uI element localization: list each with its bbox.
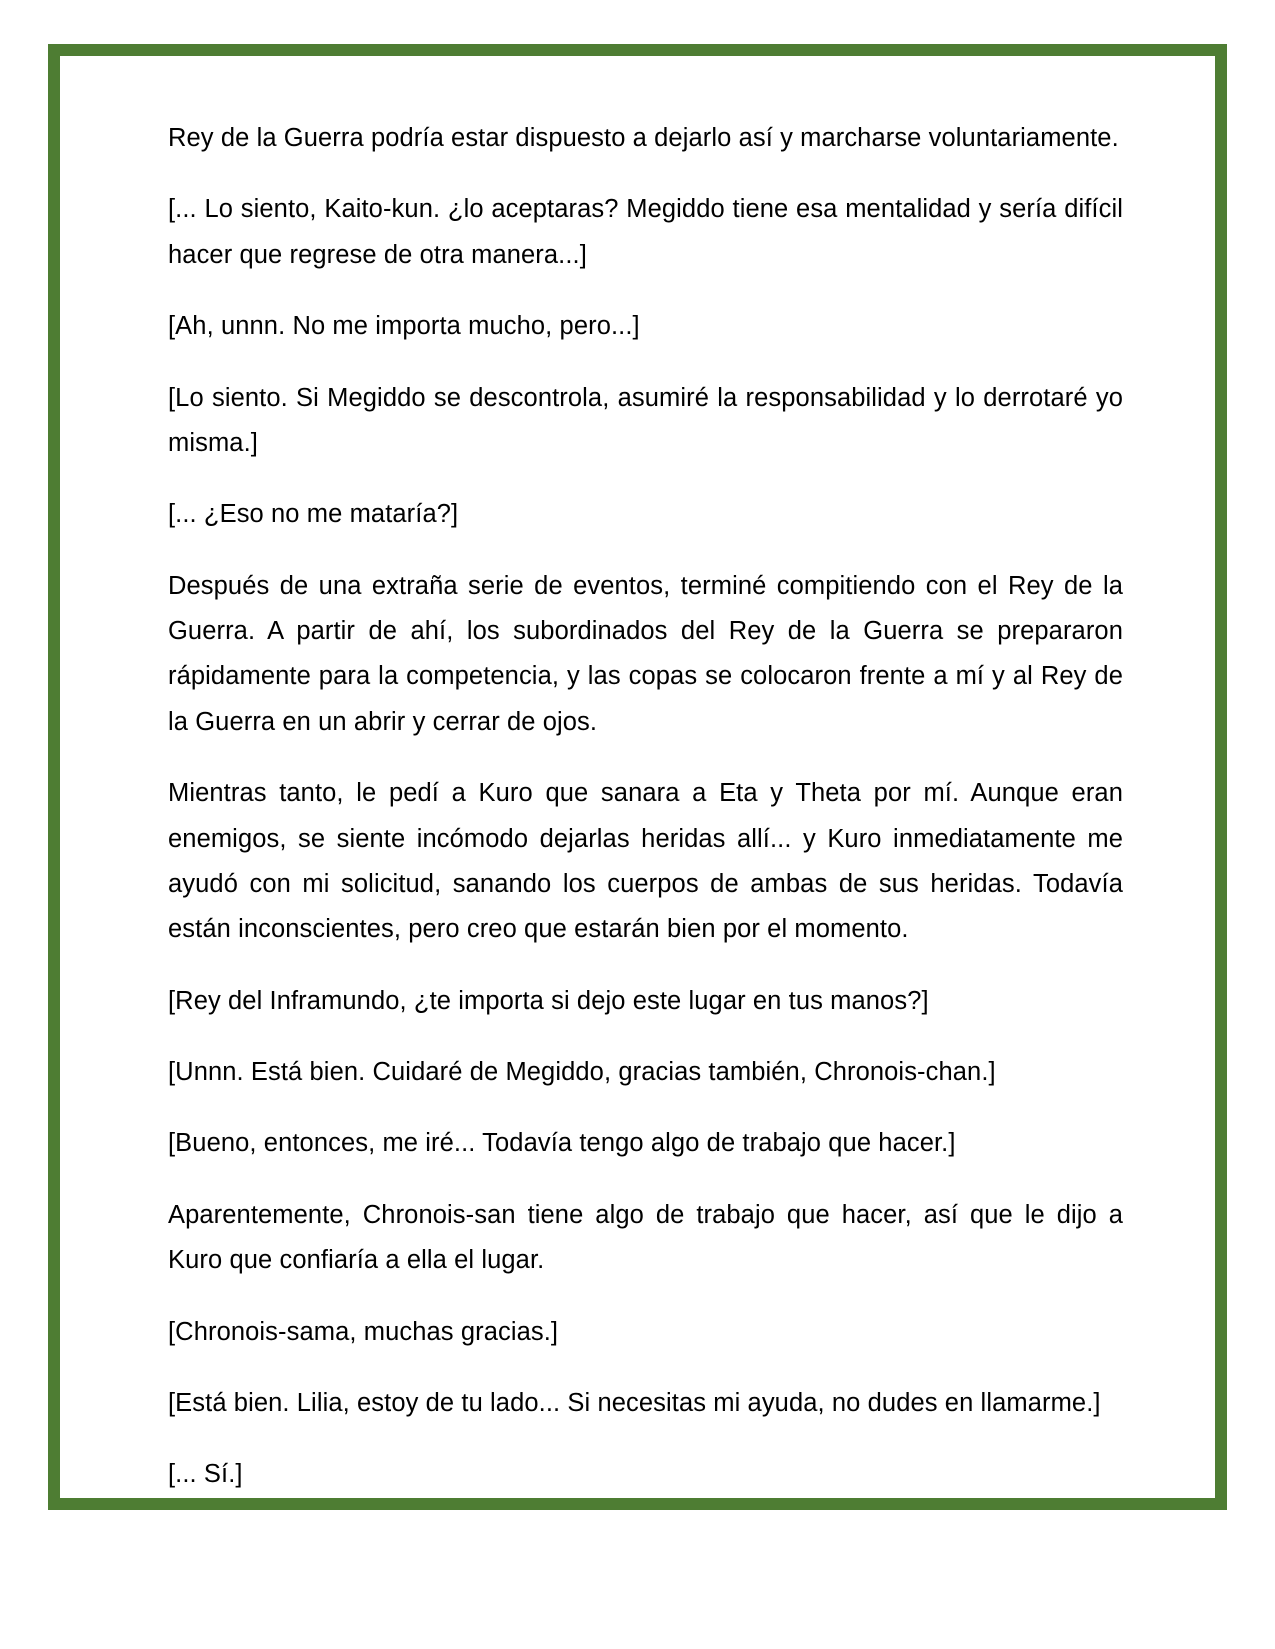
paragraph: Aparentemente, Chronois-san tiene algo de trabajo que hacer, así que le dijo a Kuro que confiaría a ella el lugar. — [168, 1200, 1123, 1275]
paragraph: [Ah, unnn. No me importa mucho, pero...] — [168, 312, 640, 341]
paragraph: [... Sí.] — [168, 1460, 243, 1489]
paragraph: [Rey del Inframundo, ¿te importa si dejo este lugar en tus manos?] — [168, 986, 929, 1015]
paragraph: [... Lo siento, Kaito-kun. ¿lo aceptaras? Megiddo tiene esa mentalidad y sería difícil hacer que regrese de otra manera...] — [168, 195, 1123, 269]
paragraph: Rey de la Guerra podría estar dispuesto a dejarlo así y marcharse voluntariamente. — [168, 124, 1119, 152]
paragraph: [... ¿Eso no me mataría?] — [168, 500, 459, 529]
paragraph: [Está bien. Lilia, estoy de tu lado... Si necesitas mi ayuda, no dudes en llamarme.] — [168, 1388, 1101, 1417]
paragraph: [Lo siento. Si Megiddo se descontrola, asumiré la responsabilidad y lo derrotaré yo misma.] — [168, 383, 1123, 457]
page-border — [48, 44, 1227, 1510]
document-body — [168, 116, 1123, 1498]
paragraph: Mientras tanto, le pedí a Kuro que sanara a Eta y Theta por mí. Aunque eran enemigos, se siente incómodo dejarlas heridas allí... y Kuro inmediatamente me ayudó con mi solicitud, sanando los cuerpos de ambas de sus heridas. Todavía están inconscientes, pero creo que estarán bien por el momento. — [168, 779, 1123, 944]
paragraph: Después de una extraña serie de eventos, terminé compitiendo con el Rey de la Guerra. A partir de ahí, los subordinados del Rey de la Guerra se prepararon rápidamente para la competencia, y las copas se colocaron frente a mí y al Rey de la Guerra en un abrir y cerrar de ojos. — [168, 571, 1123, 736]
paragraph: [Bueno, entonces, me iré... Todavía tengo algo de trabajo que hacer.] — [168, 1129, 956, 1158]
paragraph: [Unnn. Está bien. Cuidaré de Megiddo, gracias también, Chronois-chan.] — [168, 1058, 996, 1086]
page-content — [60, 56, 1215, 1498]
paragraph: [Chronois-sama, muchas gracias.] — [168, 1317, 559, 1346]
